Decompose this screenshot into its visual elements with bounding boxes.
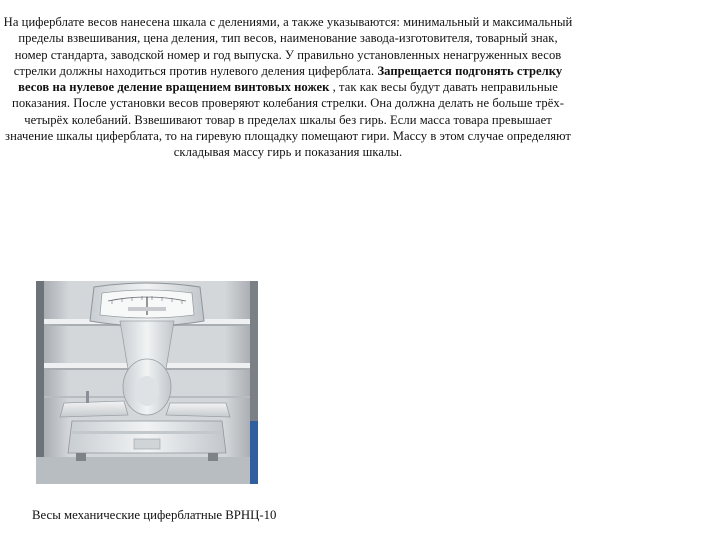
paragraph-text-1: На циферблате весов нанесена шкала с делениями, а также указываются: минимальный и максимальный пределы взвешивания, цена деления, тип весов, наименование завода-изготовителя, товарный знак, номер стандарта, заводской номер и год выпуска. У правильно установленных ненагруженных весов стрелки должны находиться против нулевого деления циферблата. [3, 15, 573, 78]
paragraph-text-2: , так как весы будут давать неправильные показания. После установки весов проверяют колебания стрелки. Она должна делать не больше трёх- четырёх колебаний. Взвешивают товар в пределах шкалы без гирь. Если масса товара превышает значение шкалы циферблата, то на гиревую площадку помещают гири. Массу в этом случае определяют складывая массу гирь и показания шкалы. [5, 80, 571, 160]
dial-scale-photo [36, 281, 258, 484]
scale-illustration [36, 281, 258, 484]
paragraph-warning-bold: Запрещается подгонять стрелку весов на нулевое деление вращением винтовых ножек [18, 63, 563, 95]
description-paragraph [2, 14, 574, 161]
figure-caption: Весы механические циферблатные ВРНЦ-10 [32, 508, 277, 522]
